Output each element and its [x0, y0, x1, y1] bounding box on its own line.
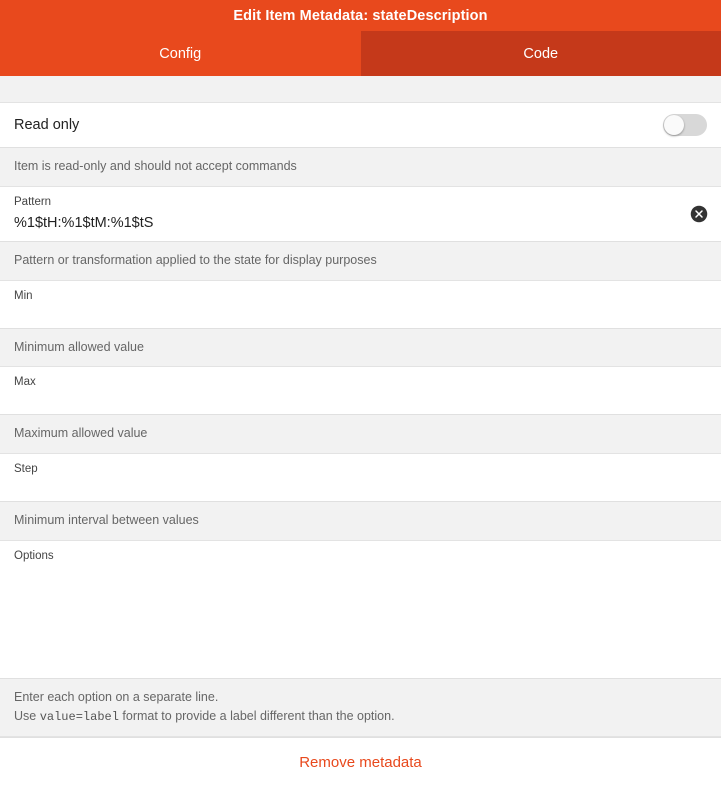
options-helper-line-1: Enter each option on a separate line. [14, 689, 219, 704]
read-only-toggle[interactable] [663, 114, 707, 136]
options-helper-suffix: format to provide a label different than the option. [118, 708, 395, 723]
remove-metadata-button[interactable] [0, 737, 721, 788]
options-helper [0, 679, 721, 737]
options-helper-format: value=label [39, 709, 119, 724]
tab-config[interactable] [0, 31, 361, 76]
tab-code[interactable] [361, 31, 721, 76]
pattern-label: Pattern [14, 195, 52, 208]
max-input[interactable] [14, 393, 707, 413]
step-label: Step [14, 463, 38, 475]
form-body [0, 76, 721, 788]
tab-bar [0, 31, 721, 76]
min-field[interactable] [0, 281, 721, 329]
dialog-header [0, 0, 721, 31]
clear-circle-icon[interactable] [690, 205, 708, 223]
read-only-helper: Item is read-only and should not accept commands [0, 148, 721, 187]
max-helper: Maximum allowed value [0, 415, 721, 454]
tab-code-label: Code [523, 45, 559, 62]
min-input[interactable] [14, 307, 707, 327]
top-spacer [0, 76, 721, 103]
step-helper: Minimum interval between values [0, 502, 721, 541]
pattern-helper: Pattern or transformation applied to the state for display purposes [0, 242, 721, 281]
remove-metadata-label: Remove metadata [299, 754, 422, 771]
tab-config-label: Config [159, 45, 202, 62]
options-helper-line-2 [14, 707, 707, 726]
options-input[interactable] [14, 567, 707, 655]
options-field[interactable] [0, 541, 721, 679]
page-title: Edit Item Metadata: stateDescription [233, 7, 488, 24]
max-field[interactable] [0, 367, 721, 415]
min-helper: Minimum allowed value [0, 329, 721, 368]
step-field[interactable] [0, 454, 721, 502]
max-label: Max [14, 376, 36, 389]
read-only-label: Read only [14, 117, 80, 133]
step-input[interactable] [14, 480, 707, 500]
toggle-knob [664, 115, 684, 135]
read-only-row[interactable] [0, 103, 721, 148]
pattern-field[interactable] [0, 187, 721, 242]
pattern-input[interactable] [14, 213, 677, 233]
options-helper-prefix: Use [14, 708, 40, 723]
min-label: Min [14, 289, 33, 302]
options-label: Options [14, 549, 54, 562]
